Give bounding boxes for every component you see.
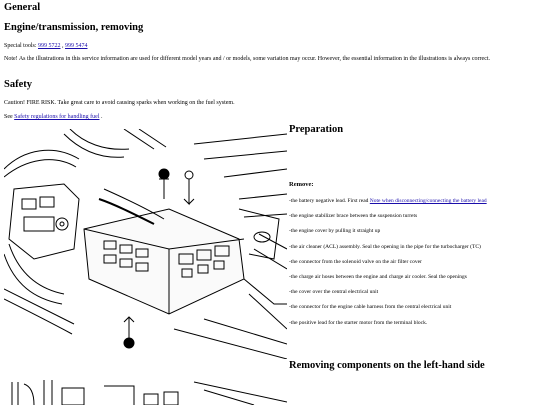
list-item: -the air cleaner (ACL) assembly. Seal the opening in the pipe for the turbocharger (TC): [289, 243, 481, 250]
step-text: -the battery negative lead. First read: [289, 198, 370, 204]
list-item: -the engine stabilizer brace between the suspension turrets: [289, 213, 418, 220]
tool-link-999-5474[interactable]: 999 5474: [65, 43, 88, 49]
caution-text: Caution! FIRE RISK. Take great care to avoid causing sparks when working on the fuel system.: [4, 100, 235, 106]
see-prefix: See: [4, 114, 15, 120]
tool-separator: ,: [60, 43, 65, 49]
safety-regulations-link[interactable]: Safety regulations for handling fuel: [14, 114, 100, 120]
removal-steps-list: [289, 198, 539, 335]
special-tools-line: [4, 43, 88, 49]
list-item: -the engine cover by pulling it straight up: [289, 228, 381, 235]
heading-safety: Safety: [4, 79, 32, 90]
see-line: [4, 114, 102, 120]
heading-preparation: Preparation: [289, 124, 344, 135]
list-item: -the positive lead for the starter motor from the terminal block.: [289, 319, 428, 326]
list-item: -the connector from the solenoid valve on the air filter cover: [289, 258, 422, 265]
engine-bay-illustration: [4, 129, 287, 359]
list-item: -the charge air hoses between the engine and charge air cooler. Seal the openings: [289, 273, 467, 280]
page-title: Engine/transmission, removing: [4, 22, 144, 33]
see-suffix: .: [99, 114, 103, 120]
left-side-illustration: [4, 378, 287, 405]
list-item: [289, 198, 539, 213]
note-text: Note! As the illustrations in this service information are used for different model years and / or models, some variation may occur. However, the essential information in the illustrations is always correct.: [4, 56, 491, 62]
list-item: -the connector for the engine cable harness from the central electrical unit: [289, 304, 452, 311]
special-tools-label: Special tools:: [4, 43, 38, 49]
remove-label: Remove:: [289, 181, 314, 188]
heading-general: General: [4, 2, 41, 13]
battery-note-link[interactable]: Note when disconnecting/connecting the battery lead: [369, 198, 487, 204]
list-item: -the cover over the central electrical unit: [289, 289, 379, 296]
tool-link-999-5722[interactable]: 999 5722: [38, 43, 61, 49]
heading-left-side: Removing components on the left-hand side: [289, 360, 485, 371]
